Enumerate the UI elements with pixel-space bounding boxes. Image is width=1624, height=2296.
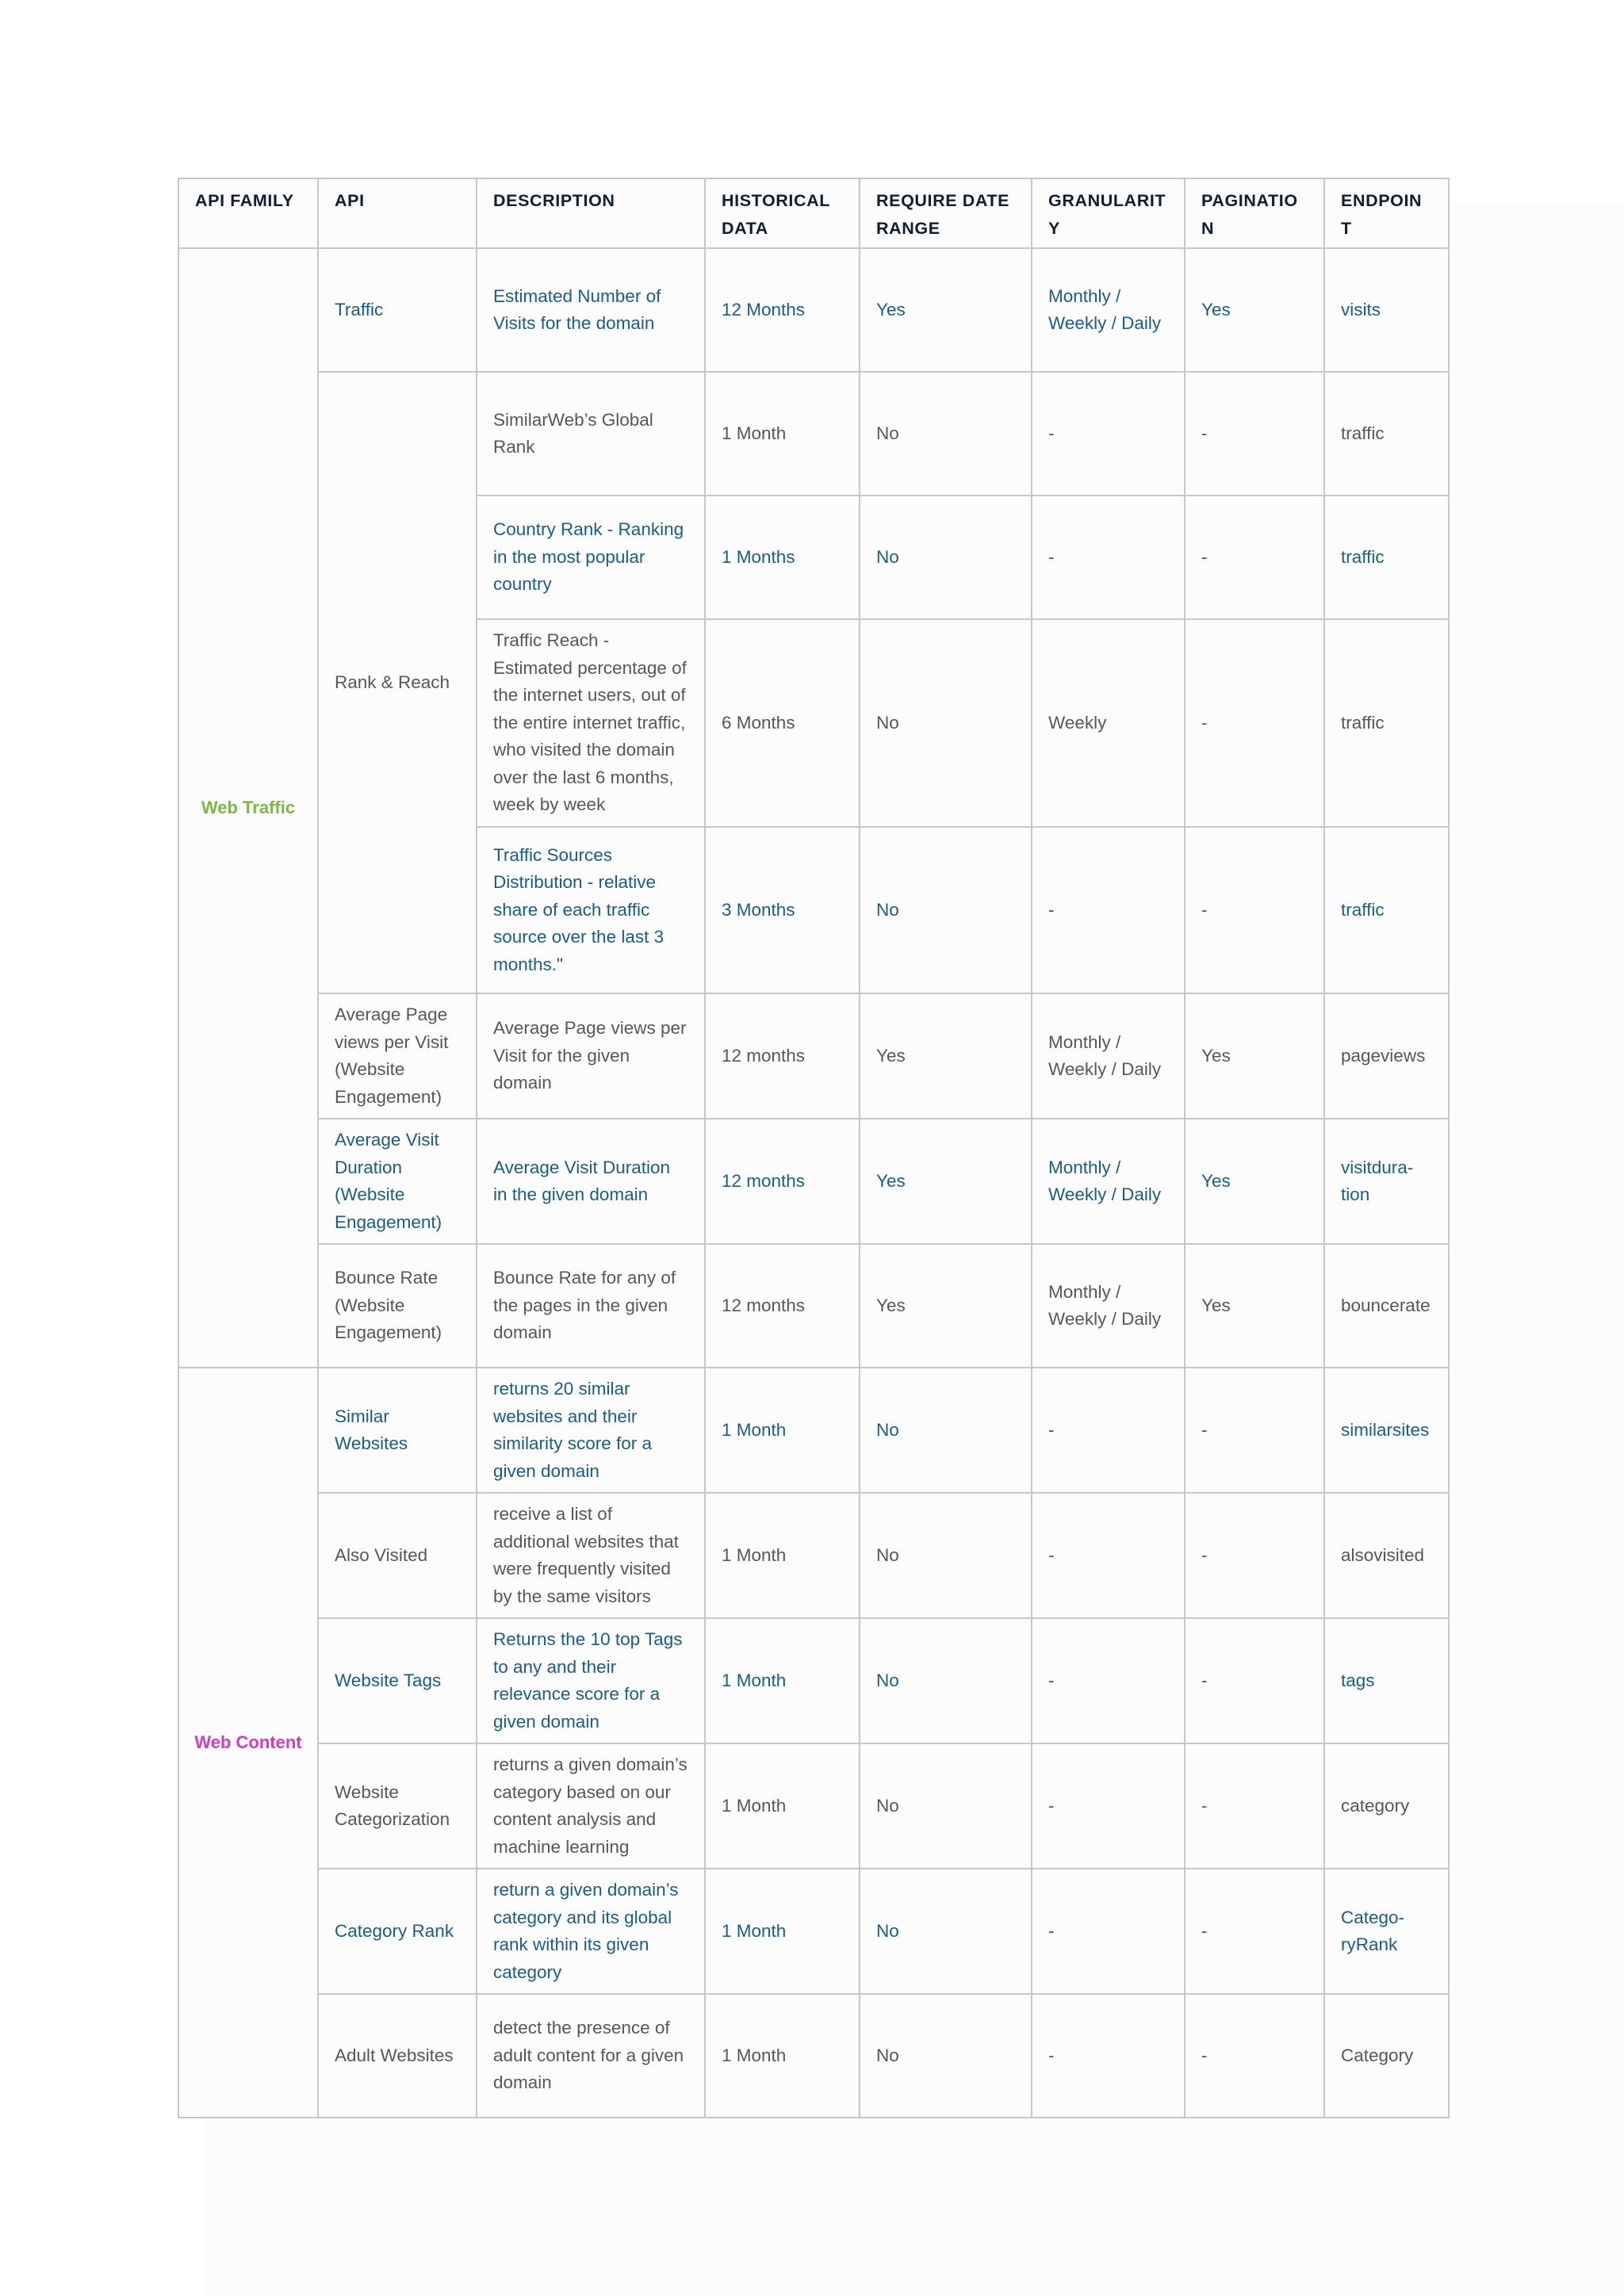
cell-api: Also Visited xyxy=(318,1493,477,1618)
cell-description: detect the presence of adult content for a given domain xyxy=(477,1994,705,2118)
table-header-row xyxy=(178,178,1449,248)
cell-pagination: Yes xyxy=(1185,248,1324,372)
cell-pagination: Yes xyxy=(1185,1119,1324,1244)
cell-endpoint: traffic xyxy=(1324,372,1449,496)
cell-endpoint: tags xyxy=(1324,1618,1449,1743)
family-web-traffic: Web Traffic xyxy=(178,248,318,1368)
cell-historical: 1 Month xyxy=(705,1743,860,1869)
cell-pagination: - xyxy=(1185,496,1324,619)
cell-historical: 3 Months xyxy=(705,827,860,993)
table-row-adult-websites xyxy=(178,1994,1449,2118)
cell-api: Bounce Rate (Website Engagement) xyxy=(318,1244,477,1368)
cell-pagination: - xyxy=(1185,1743,1324,1869)
table-row-also-visited xyxy=(178,1493,1449,1618)
cell-date-range: No xyxy=(860,496,1032,619)
cell-historical: 1 Month xyxy=(705,1493,860,1618)
cell-description: Bounce Rate for any of the pages in the given domain xyxy=(477,1244,705,1368)
cell-endpoint: visitdura-tion xyxy=(1324,1119,1449,1244)
table-row-website-categorization xyxy=(178,1743,1449,1869)
cell-historical: 12 months xyxy=(705,993,860,1119)
table-row-category-rank xyxy=(178,1869,1449,1994)
table-row-website-tags xyxy=(178,1618,1449,1743)
table-row-bounce-rate xyxy=(178,1244,1449,1368)
cell-date-range: No xyxy=(860,372,1032,496)
cell-historical: 1 Month xyxy=(705,372,860,496)
cell-description: Traffic Reach - Estimated percentage of the internet users, out of the entire internet traffic, who visited the domain over the last 6 months, week by week xyxy=(477,619,705,827)
cell-date-range: No xyxy=(860,1994,1032,2118)
cell-granularity: Monthly / Weekly / Daily xyxy=(1032,248,1185,372)
table-row-traffic xyxy=(178,248,1449,372)
cell-granularity: - xyxy=(1032,1493,1185,1618)
cell-description: Estimated Number of Visits for the domain xyxy=(477,248,705,372)
cell-granularity: Weekly xyxy=(1032,619,1185,827)
table-row-global-rank xyxy=(178,372,1449,496)
cell-api: Category Rank xyxy=(318,1869,477,1994)
cell-granularity: - xyxy=(1032,1743,1185,1869)
api-table xyxy=(178,178,1450,2118)
cell-historical: 12 months xyxy=(705,1244,860,1368)
cell-api: Website Categorization xyxy=(318,1743,477,1869)
cell-granularity: - xyxy=(1032,372,1185,496)
cell-api: Adult Websites xyxy=(318,1994,477,2118)
cell-granularity: - xyxy=(1032,1994,1185,2118)
header-api: API xyxy=(318,178,477,248)
cell-endpoint: Category xyxy=(1324,1994,1449,2118)
cell-endpoint: category xyxy=(1324,1743,1449,1869)
cell-endpoint: bouncerate xyxy=(1324,1244,1449,1368)
cell-date-range: No xyxy=(860,1368,1032,1493)
cell-historical: 6 Months xyxy=(705,619,860,827)
cell-endpoint: Catego-ryRank xyxy=(1324,1869,1449,1994)
cell-granularity: - xyxy=(1032,496,1185,619)
cell-endpoint: visits xyxy=(1324,248,1449,372)
cell-endpoint: pageviews xyxy=(1324,993,1449,1119)
cell-api: Website Tags xyxy=(318,1618,477,1743)
cell-pagination: - xyxy=(1185,372,1324,496)
cell-granularity: - xyxy=(1032,827,1185,993)
family-web-content: Web Content xyxy=(178,1368,318,2118)
cell-description: Average Page views per Visit for the given domain xyxy=(477,993,705,1119)
cell-pagination: - xyxy=(1185,1368,1324,1493)
cell-date-range: No xyxy=(860,827,1032,993)
cell-api: Similar Websites xyxy=(318,1368,477,1493)
cell-historical: 12 Months xyxy=(705,248,860,372)
cell-description: Returns the 10 top Tags to any and their relevance score for a given domain xyxy=(477,1618,705,1743)
cell-pagination: Yes xyxy=(1185,993,1324,1119)
header-endpoint: ENDPOINT xyxy=(1324,178,1449,248)
cell-api-rank-reach: Rank & Reach xyxy=(318,372,477,993)
cell-historical: 12 months xyxy=(705,1119,860,1244)
cell-date-range: No xyxy=(860,619,1032,827)
cell-pagination: - xyxy=(1185,827,1324,993)
cell-pagination: - xyxy=(1185,619,1324,827)
cell-pagination: - xyxy=(1185,1994,1324,2118)
cell-endpoint: traffic xyxy=(1324,619,1449,827)
cell-historical: 1 Month xyxy=(705,1869,860,1994)
cell-description: returns a given domain’s category based on our content analysis and machine learning xyxy=(477,1743,705,1869)
table-row-pageviews xyxy=(178,993,1449,1119)
cell-date-range: No xyxy=(860,1493,1032,1618)
cell-description: receive a list of additional websites that were frequently visited by the same visitors xyxy=(477,1493,705,1618)
table-row-visit-duration xyxy=(178,1119,1449,1244)
cell-date-range: Yes xyxy=(860,993,1032,1119)
cell-pagination: - xyxy=(1185,1493,1324,1618)
cell-description: Average Visit Duration in the given domain xyxy=(477,1119,705,1244)
cell-granularity: Monthly / Weekly / Daily xyxy=(1032,993,1185,1119)
header-granularity: GRANULARITY xyxy=(1032,178,1185,248)
cell-date-range: Yes xyxy=(860,1119,1032,1244)
cell-date-range: No xyxy=(860,1743,1032,1869)
cell-api: Average Visit Duration (Website Engagement) xyxy=(318,1119,477,1244)
header-historical-data: HISTORICAL DATA xyxy=(705,178,860,248)
cell-endpoint: traffic xyxy=(1324,827,1449,993)
table-row-similar-websites xyxy=(178,1368,1449,1493)
cell-endpoint: alsovisited xyxy=(1324,1493,1449,1618)
cell-historical: 1 Month xyxy=(705,1994,860,2118)
cell-granularity: Monthly / Weekly / Daily xyxy=(1032,1119,1185,1244)
header-description: DESCRIPTION xyxy=(477,178,705,248)
cell-granularity: Monthly / Weekly / Daily xyxy=(1032,1244,1185,1368)
cell-date-range: No xyxy=(860,1618,1032,1743)
cell-pagination: - xyxy=(1185,1869,1324,1994)
cell-date-range: Yes xyxy=(860,1244,1032,1368)
cell-api: Traffic xyxy=(318,248,477,372)
cell-historical: 1 Months xyxy=(705,496,860,619)
cell-granularity: - xyxy=(1032,1618,1185,1743)
header-require-date-range: REQUIRE DATE RANGE xyxy=(860,178,1032,248)
cell-pagination: Yes xyxy=(1185,1244,1324,1368)
cell-pagination: - xyxy=(1185,1618,1324,1743)
cell-date-range: Yes xyxy=(860,248,1032,372)
cell-description: Country Rank - Ranking in the most popular country xyxy=(477,496,705,619)
cell-historical: 1 Month xyxy=(705,1368,860,1493)
header-pagination: PAGINATION xyxy=(1185,178,1324,248)
cell-endpoint: similarsites xyxy=(1324,1368,1449,1493)
cell-date-range: No xyxy=(860,1869,1032,1994)
cell-granularity: - xyxy=(1032,1368,1185,1493)
header-api-family: API FAMILY xyxy=(178,178,318,248)
cell-description: SimilarWeb’s Global Rank xyxy=(477,372,705,496)
cell-description: return a given domain’s category and its global rank within its given category xyxy=(477,1869,705,1994)
cell-historical: 1 Month xyxy=(705,1618,860,1743)
cell-api: Average Page views per Visit (Website Engagement) xyxy=(318,993,477,1119)
cell-description: Traffic Sources Distribution - relative share of each traffic source over the last 3 months." xyxy=(477,827,705,993)
cell-description: returns 20 similar websites and their similarity score for a given domain xyxy=(477,1368,705,1493)
cell-endpoint: traffic xyxy=(1324,496,1449,619)
cell-granularity: - xyxy=(1032,1869,1185,1994)
